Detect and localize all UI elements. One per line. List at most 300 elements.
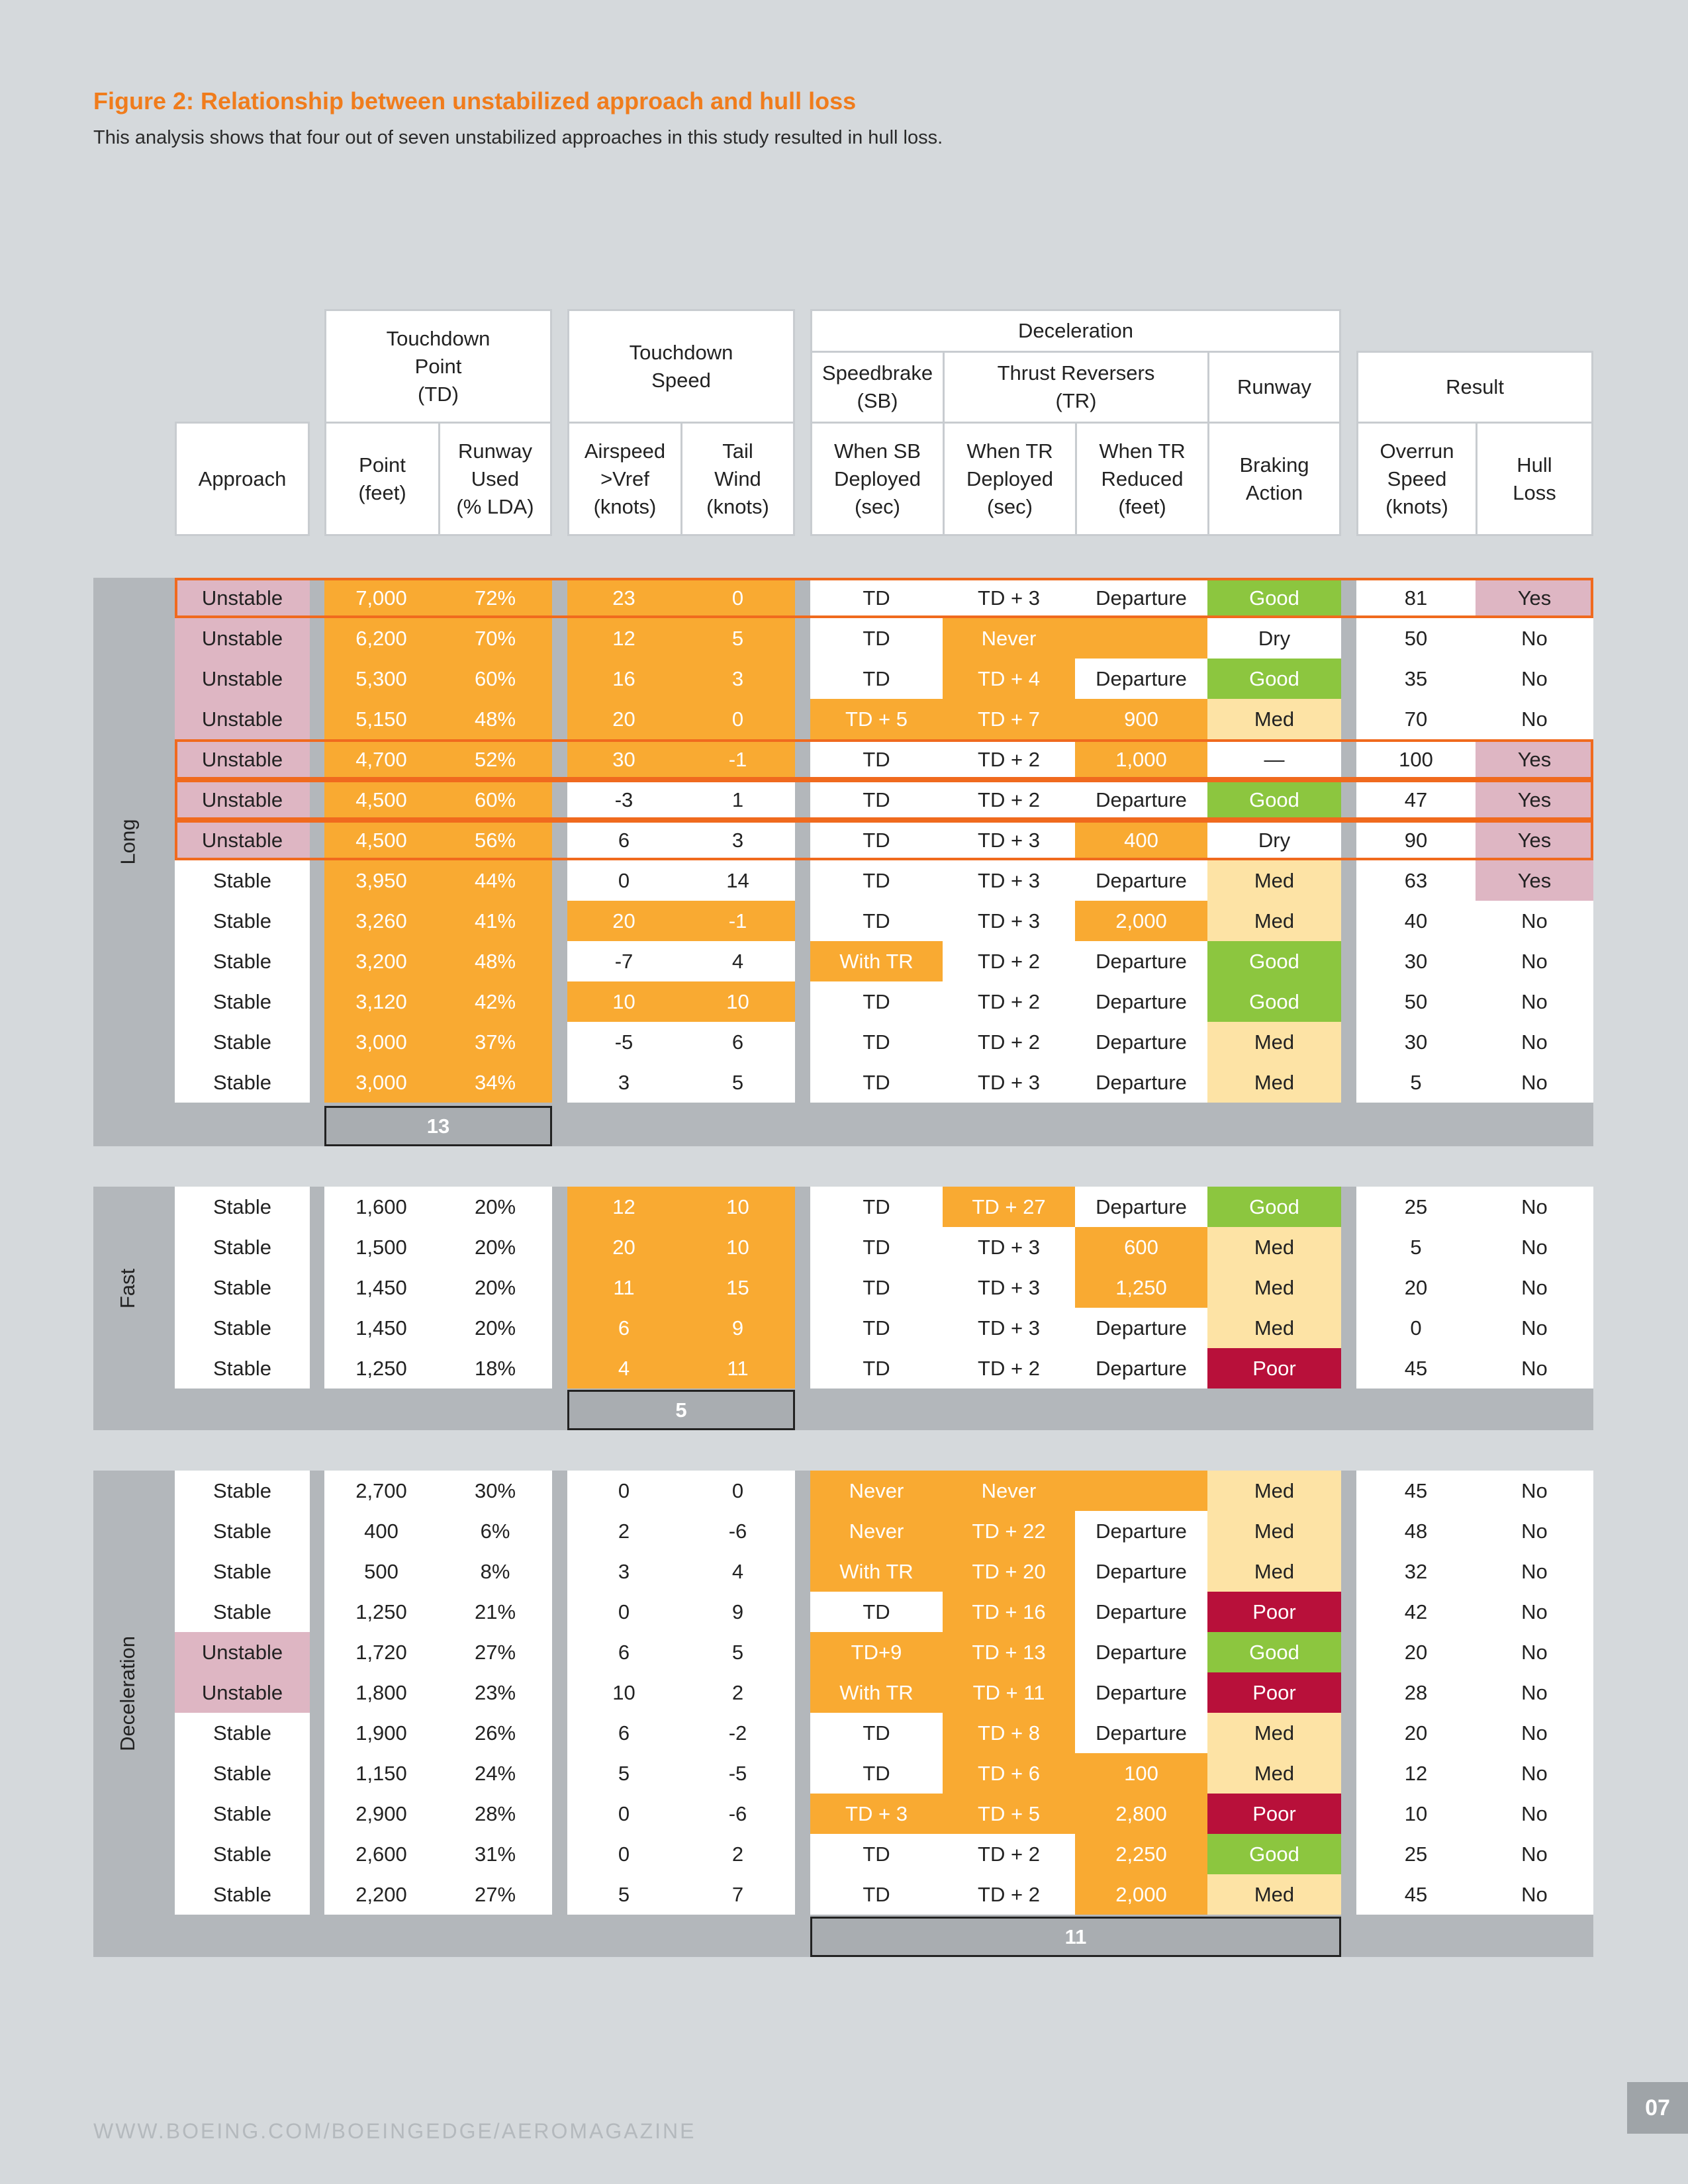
cell-approach: Stable — [175, 981, 310, 1022]
cell-braking-action: Med — [1207, 1713, 1341, 1753]
table-row — [0, 1062, 1688, 1103]
cell-airspeed: 0 — [567, 1471, 680, 1511]
cell-hull-loss: No — [1476, 1551, 1593, 1592]
cell-overrun-speed: 47 — [1356, 780, 1476, 820]
cell-hull-loss: No — [1476, 1022, 1593, 1062]
cell-hull-loss: Yes — [1476, 860, 1593, 901]
cell-braking-action: Med — [1207, 860, 1341, 901]
cell-point: 500 — [324, 1551, 438, 1592]
cell-hull-loss: No — [1476, 659, 1593, 699]
cell-runway-used: 8% — [438, 1551, 552, 1592]
cell-hull-loss: No — [1476, 1062, 1593, 1103]
cell-when-tr-deployed: TD + 3 — [943, 860, 1075, 901]
cell-hull-loss: Yes — [1476, 578, 1593, 618]
table-row — [0, 1672, 1688, 1713]
cell-tail-wind: -1 — [680, 901, 795, 941]
cell-when-tr-deployed: TD + 3 — [943, 901, 1075, 941]
cell-when-tr-deployed: TD + 3 — [943, 1062, 1075, 1103]
cell-braking-action: Med — [1207, 699, 1341, 739]
cell-when-tr-deployed: TD + 3 — [943, 1227, 1075, 1267]
cell-braking-action: Good — [1207, 1632, 1341, 1672]
cell-when-sb-deployed: TD — [810, 1753, 943, 1794]
cell-hull-loss: No — [1476, 981, 1593, 1022]
cell-when-tr-reduced: Departure — [1075, 1348, 1207, 1388]
cell-braking-action: Med — [1207, 1022, 1341, 1062]
cell-airspeed: 3 — [567, 1551, 680, 1592]
cell-when-tr-reduced: Departure — [1075, 1187, 1207, 1227]
cell-overrun-speed: 90 — [1356, 820, 1476, 860]
table-row — [0, 941, 1688, 981]
cell-hull-loss: Yes — [1476, 739, 1593, 780]
cell-approach: Stable — [175, 1267, 310, 1308]
cell-tail-wind: 11 — [680, 1348, 795, 1388]
cell-hull-loss: No — [1476, 901, 1593, 941]
header-point: Point (feet) — [324, 422, 440, 536]
cell-overrun-speed: 30 — [1356, 941, 1476, 981]
cell-airspeed: 5 — [567, 1874, 680, 1915]
group-count-fast: 5 — [567, 1390, 795, 1430]
group-label-deceleration: Deceleration — [116, 1635, 140, 1752]
cell-approach: Unstable — [175, 618, 310, 659]
cell-hull-loss: No — [1476, 1592, 1593, 1632]
cell-hull-loss: No — [1476, 1267, 1593, 1308]
cell-runway-used: 48% — [438, 941, 552, 981]
cell-point: 4,700 — [324, 739, 438, 780]
cell-runway-used: 37% — [438, 1022, 552, 1062]
cell-approach: Stable — [175, 1227, 310, 1267]
header-runway: Runway — [1207, 351, 1341, 424]
cell-when-sb-deployed: TD — [810, 1308, 943, 1348]
cell-when-sb-deployed: TD + 3 — [810, 1794, 943, 1834]
cell-when-tr-deployed: TD + 11 — [943, 1672, 1075, 1713]
cell-runway-used: 34% — [438, 1062, 552, 1103]
cell-tail-wind: 4 — [680, 941, 795, 981]
cell-runway-used: 56% — [438, 820, 552, 860]
cell-runway-used: 31% — [438, 1834, 552, 1874]
cell-runway-used: 24% — [438, 1753, 552, 1794]
cell-tail-wind: 9 — [680, 1308, 795, 1348]
cell-runway-used: 23% — [438, 1672, 552, 1713]
cell-when-sb-deployed: TD — [810, 659, 943, 699]
cell-point: 2,900 — [324, 1794, 438, 1834]
cell-overrun-speed: 25 — [1356, 1834, 1476, 1874]
group-count-deceleration: 11 — [810, 1917, 1341, 1957]
cell-airspeed: 6 — [567, 1713, 680, 1753]
header-overrun-speed: Overrun Speed (knots) — [1356, 422, 1477, 536]
cell-airspeed: 30 — [567, 739, 680, 780]
cell-tail-wind: 5 — [680, 1062, 795, 1103]
cell-when-tr-deployed: TD + 3 — [943, 820, 1075, 860]
table-row — [0, 699, 1688, 739]
cell-when-tr-deployed: Never — [943, 1471, 1075, 1511]
cell-braking-action: Dry — [1207, 618, 1341, 659]
cell-hull-loss: No — [1476, 1511, 1593, 1551]
cell-point: 1,150 — [324, 1753, 438, 1794]
cell-when-tr-reduced: Departure — [1075, 1551, 1207, 1592]
cell-runway-used: 70% — [438, 618, 552, 659]
cell-hull-loss: No — [1476, 1227, 1593, 1267]
cell-approach: Unstable — [175, 780, 310, 820]
cell-runway-used: 6% — [438, 1511, 552, 1551]
cell-tail-wind: 2 — [680, 1834, 795, 1874]
cell-airspeed: 10 — [567, 1672, 680, 1713]
figure-subtitle: This analysis shows that four out of seven unstabilized approaches in this study resulted in hull loss. — [93, 127, 943, 148]
cell-overrun-speed: 42 — [1356, 1592, 1476, 1632]
cell-braking-action: Med — [1207, 1551, 1341, 1592]
cell-when-tr-deployed: Never — [943, 618, 1075, 659]
cell-braking-action: Poor — [1207, 1592, 1341, 1632]
cell-overrun-speed: 5 — [1356, 1227, 1476, 1267]
header-touchdown-point: Touchdown Point (TD) — [324, 309, 552, 424]
cell-braking-action: Med — [1207, 1874, 1341, 1915]
cell-runway-used: 21% — [438, 1592, 552, 1632]
cell-point: 400 — [324, 1511, 438, 1551]
cell-when-tr-reduced: 600 — [1075, 1227, 1207, 1267]
cell-overrun-speed: 63 — [1356, 860, 1476, 901]
cell-when-tr-deployed: TD + 2 — [943, 1348, 1075, 1388]
cell-runway-used: 30% — [438, 1471, 552, 1511]
cell-when-tr-reduced: Departure — [1075, 1592, 1207, 1632]
table-row — [0, 860, 1688, 901]
cell-hull-loss: No — [1476, 1753, 1593, 1794]
table-row — [0, 901, 1688, 941]
cell-approach: Stable — [175, 1511, 310, 1551]
header-result: Result — [1356, 351, 1593, 424]
cell-airspeed: 16 — [567, 659, 680, 699]
cell-airspeed: 6 — [567, 1632, 680, 1672]
cell-airspeed: 20 — [567, 1227, 680, 1267]
cell-when-sb-deployed: TD + 5 — [810, 699, 943, 739]
header-hull-loss: Hull Loss — [1476, 422, 1593, 536]
cell-overrun-speed: 50 — [1356, 618, 1476, 659]
cell-approach: Stable — [175, 1062, 310, 1103]
cell-runway-used: 20% — [438, 1308, 552, 1348]
cell-airspeed: 23 — [567, 578, 680, 618]
cell-when-tr-reduced: Departure — [1075, 1511, 1207, 1551]
table-row — [0, 1022, 1688, 1062]
cell-point: 3,000 — [324, 1062, 438, 1103]
cell-runway-used: 20% — [438, 1187, 552, 1227]
cell-when-tr-reduced: 400 — [1075, 820, 1207, 860]
cell-when-sb-deployed: TD — [810, 820, 943, 860]
cell-tail-wind: 0 — [680, 1471, 795, 1511]
cell-when-sb-deployed: TD — [810, 618, 943, 659]
header-when-tr-deployed: When TR Deployed (sec) — [943, 422, 1077, 536]
cell-airspeed: 5 — [567, 1753, 680, 1794]
cell-when-sb-deployed: TD — [810, 1592, 943, 1632]
cell-tail-wind: -1 — [680, 739, 795, 780]
cell-when-tr-deployed: TD + 22 — [943, 1511, 1075, 1551]
header-deceleration: Deceleration — [810, 309, 1341, 353]
cell-tail-wind: 0 — [680, 699, 795, 739]
cell-tail-wind: 10 — [680, 1227, 795, 1267]
cell-hull-loss: No — [1476, 1632, 1593, 1672]
cell-point: 3,260 — [324, 901, 438, 941]
cell-hull-loss: Yes — [1476, 780, 1593, 820]
cell-when-tr-deployed: TD + 2 — [943, 941, 1075, 981]
cell-approach: Unstable — [175, 578, 310, 618]
group-rows-fast — [0, 1187, 1688, 1388]
cell-overrun-speed: 50 — [1356, 981, 1476, 1022]
cell-airspeed: 2 — [567, 1511, 680, 1551]
cell-when-sb-deployed: TD — [810, 1227, 943, 1267]
cell-runway-used: 20% — [438, 1227, 552, 1267]
cell-overrun-speed: 20 — [1356, 1267, 1476, 1308]
cell-hull-loss: No — [1476, 1672, 1593, 1713]
header-touchdown-speed: Touchdown Speed — [567, 309, 795, 424]
table-row — [0, 1592, 1688, 1632]
cell-approach: Stable — [175, 941, 310, 981]
cell-tail-wind: 14 — [680, 860, 795, 901]
table-row — [0, 1227, 1688, 1267]
cell-airspeed: 6 — [567, 1308, 680, 1348]
group-label-long: Long — [116, 819, 139, 865]
table-row — [0, 659, 1688, 699]
cell-approach: Unstable — [175, 659, 310, 699]
cell-when-sb-deployed: TD — [810, 1022, 943, 1062]
cell-point: 2,200 — [324, 1874, 438, 1915]
cell-runway-used: 52% — [438, 739, 552, 780]
header-when-sb-deployed: When SB Deployed (sec) — [810, 422, 945, 536]
cell-when-tr-reduced: 1,250 — [1075, 1267, 1207, 1308]
cell-when-tr-reduced: Departure — [1075, 941, 1207, 981]
cell-approach: Stable — [175, 1592, 310, 1632]
cell-point: 2,700 — [324, 1471, 438, 1511]
cell-runway-used: 48% — [438, 699, 552, 739]
cell-when-sb-deployed: With TR — [810, 1551, 943, 1592]
cell-when-sb-deployed: TD — [810, 1267, 943, 1308]
cell-when-sb-deployed: TD — [810, 860, 943, 901]
header-runway-used: Runway Used (% LDA) — [438, 422, 552, 536]
cell-tail-wind: -5 — [680, 1753, 795, 1794]
cell-point: 7,000 — [324, 578, 438, 618]
header-approach: Approach — [175, 422, 310, 536]
cell-airspeed: 10 — [567, 981, 680, 1022]
cell-when-tr-deployed: TD + 8 — [943, 1713, 1075, 1753]
cell-when-tr-deployed: TD + 7 — [943, 699, 1075, 739]
cell-airspeed: 0 — [567, 1592, 680, 1632]
table-row — [0, 1267, 1688, 1308]
cell-when-sb-deployed: TD — [810, 1834, 943, 1874]
cell-when-tr-reduced: 2,000 — [1075, 901, 1207, 941]
cell-when-tr-deployed: TD + 2 — [943, 1874, 1075, 1915]
cell-when-tr-reduced: Departure — [1075, 659, 1207, 699]
table-row — [0, 1187, 1688, 1227]
cell-tail-wind: 9 — [680, 1592, 795, 1632]
cell-approach: Unstable — [175, 820, 310, 860]
table-row — [0, 1551, 1688, 1592]
cell-hull-loss: No — [1476, 1471, 1593, 1511]
cell-point: 3,120 — [324, 981, 438, 1022]
cell-braking-action: Good — [1207, 941, 1341, 981]
cell-hull-loss: No — [1476, 941, 1593, 981]
table-row — [0, 578, 1688, 618]
cell-runway-used: 60% — [438, 780, 552, 820]
cell-hull-loss: No — [1476, 1874, 1593, 1915]
cell-approach: Stable — [175, 1551, 310, 1592]
cell-overrun-speed: 70 — [1356, 699, 1476, 739]
cell-runway-used: 44% — [438, 860, 552, 901]
cell-tail-wind: -6 — [680, 1511, 795, 1551]
table-row — [0, 1713, 1688, 1753]
cell-point: 1,250 — [324, 1592, 438, 1632]
cell-approach: Stable — [175, 1874, 310, 1915]
cell-when-tr-deployed: TD + 2 — [943, 739, 1075, 780]
cell-runway-used: 28% — [438, 1794, 552, 1834]
cell-overrun-speed: 45 — [1356, 1874, 1476, 1915]
cell-overrun-speed: 5 — [1356, 1062, 1476, 1103]
cell-approach: Unstable — [175, 1632, 310, 1672]
cell-overrun-speed: 40 — [1356, 901, 1476, 941]
cell-when-tr-deployed: TD + 2 — [943, 1834, 1075, 1874]
cell-tail-wind: 10 — [680, 981, 795, 1022]
cell-when-tr-deployed: TD + 5 — [943, 1794, 1075, 1834]
table-row — [0, 1308, 1688, 1348]
cell-airspeed: 12 — [567, 618, 680, 659]
cell-airspeed: 0 — [567, 860, 680, 901]
cell-approach: Stable — [175, 1794, 310, 1834]
cell-braking-action: Med — [1207, 1267, 1341, 1308]
cell-runway-used: 60% — [438, 659, 552, 699]
cell-overrun-speed: 25 — [1356, 1187, 1476, 1227]
page-number: 07 — [1627, 2082, 1688, 2134]
cell-when-sb-deployed: With TR — [810, 941, 943, 981]
cell-when-tr-reduced: Departure — [1075, 1632, 1207, 1672]
table-row — [0, 1753, 1688, 1794]
cell-point: 1,250 — [324, 1348, 438, 1388]
cell-tail-wind: 15 — [680, 1267, 795, 1308]
cell-overrun-speed: 35 — [1356, 659, 1476, 699]
cell-tail-wind: 2 — [680, 1672, 795, 1713]
cell-hull-loss: No — [1476, 1794, 1593, 1834]
cell-when-sb-deployed: TD — [810, 1348, 943, 1388]
cell-braking-action: Dry — [1207, 820, 1341, 860]
cell-when-tr-reduced: Departure — [1075, 1022, 1207, 1062]
cell-braking-action: Good — [1207, 780, 1341, 820]
cell-approach: Stable — [175, 860, 310, 901]
cell-braking-action: Poor — [1207, 1672, 1341, 1713]
figure-title: Figure 2: Relationship between unstabilized approach and hull loss — [93, 87, 857, 114]
cell-overrun-speed: 28 — [1356, 1672, 1476, 1713]
cell-runway-used: 41% — [438, 901, 552, 941]
cell-airspeed: 20 — [567, 901, 680, 941]
cell-braking-action: Good — [1207, 1187, 1341, 1227]
header-braking-action: Braking Action — [1207, 422, 1341, 536]
table-row — [0, 981, 1688, 1022]
cell-overrun-speed: 81 — [1356, 578, 1476, 618]
cell-when-sb-deployed: TD — [810, 901, 943, 941]
cell-airspeed: 0 — [567, 1834, 680, 1874]
cell-hull-loss: Yes — [1476, 820, 1593, 860]
cell-point: 2,600 — [324, 1834, 438, 1874]
group-count-long: 13 — [324, 1106, 552, 1146]
cell-tail-wind: 4 — [680, 1551, 795, 1592]
cell-tail-wind: 5 — [680, 618, 795, 659]
cell-approach: Stable — [175, 1713, 310, 1753]
cell-point: 3,200 — [324, 941, 438, 981]
cell-tail-wind: 0 — [680, 578, 795, 618]
cell-airspeed: -3 — [567, 780, 680, 820]
header-airspeed: Airspeed >Vref (knots) — [567, 422, 682, 536]
cell-when-sb-deployed: TD — [810, 1062, 943, 1103]
cell-when-tr-reduced: 2,800 — [1075, 1794, 1207, 1834]
cell-point: 4,500 — [324, 820, 438, 860]
cell-braking-action: Med — [1207, 1753, 1341, 1794]
group-rows-deceleration — [0, 1471, 1688, 1915]
cell-tail-wind: 3 — [680, 820, 795, 860]
cell-hull-loss: No — [1476, 618, 1593, 659]
cell-when-tr-reduced: Departure — [1075, 1308, 1207, 1348]
cell-point: 1,900 — [324, 1713, 438, 1753]
cell-when-tr-deployed: TD + 4 — [943, 659, 1075, 699]
cell-runway-used: 27% — [438, 1874, 552, 1915]
cell-airspeed: 4 — [567, 1348, 680, 1388]
cell-when-tr-deployed: TD + 2 — [943, 780, 1075, 820]
cell-runway-used: 26% — [438, 1713, 552, 1753]
cell-overrun-speed: 100 — [1356, 739, 1476, 780]
cell-hull-loss: No — [1476, 1308, 1593, 1348]
cell-approach: Stable — [175, 1022, 310, 1062]
cell-approach: Stable — [175, 1308, 310, 1348]
cell-when-sb-deployed: TD — [810, 578, 943, 618]
cell-when-tr-reduced: Departure — [1075, 981, 1207, 1022]
cell-tail-wind: 3 — [680, 659, 795, 699]
table-row — [0, 1471, 1688, 1511]
cell-braking-action: Med — [1207, 1511, 1341, 1551]
cell-airspeed: 20 — [567, 699, 680, 739]
cell-point: 1,500 — [324, 1227, 438, 1267]
table-row — [0, 1511, 1688, 1551]
cell-approach: Unstable — [175, 739, 310, 780]
cell-runway-used: 20% — [438, 1267, 552, 1308]
table-row — [0, 1874, 1688, 1915]
cell-when-sb-deployed: TD — [810, 739, 943, 780]
cell-approach: Stable — [175, 1834, 310, 1874]
cell-when-tr-reduced: Departure — [1075, 1713, 1207, 1753]
cell-when-tr-deployed: TD + 16 — [943, 1592, 1075, 1632]
header-when-tr-reduced: When TR Reduced (feet) — [1075, 422, 1209, 536]
cell-when-sb-deployed: TD — [810, 1874, 943, 1915]
cell-point: 1,720 — [324, 1632, 438, 1672]
table-row — [0, 1632, 1688, 1672]
cell-point: 3,950 — [324, 860, 438, 901]
cell-braking-action: Good — [1207, 578, 1341, 618]
group-label-fast: Fast — [115, 1268, 139, 1308]
cell-overrun-speed: 32 — [1356, 1551, 1476, 1592]
cell-airspeed: 6 — [567, 820, 680, 860]
cell-when-sb-deployed: TD — [810, 1713, 943, 1753]
cell-braking-action: Med — [1207, 1471, 1341, 1511]
cell-when-tr-deployed: TD + 3 — [943, 1308, 1075, 1348]
cell-runway-used: 72% — [438, 578, 552, 618]
cell-when-tr-deployed: TD + 27 — [943, 1187, 1075, 1227]
cell-braking-action: Med — [1207, 1062, 1341, 1103]
header-tail-wind: Tail Wind (knots) — [680, 422, 795, 536]
cell-braking-action: Med — [1207, 1308, 1341, 1348]
group-rows-long — [0, 578, 1688, 1103]
cell-when-sb-deployed: TD+9 — [810, 1632, 943, 1672]
cell-when-sb-deployed: TD — [810, 780, 943, 820]
cell-approach: Unstable — [175, 1672, 310, 1713]
cell-airspeed: -5 — [567, 1022, 680, 1062]
cell-approach: Stable — [175, 1471, 310, 1511]
cell-braking-action: Poor — [1207, 1794, 1341, 1834]
cell-when-tr-reduced: 100 — [1075, 1753, 1207, 1794]
cell-overrun-speed: 48 — [1356, 1511, 1476, 1551]
cell-braking-action: — — [1207, 739, 1341, 780]
cell-point: 1,450 — [324, 1308, 438, 1348]
cell-approach: Unstable — [175, 699, 310, 739]
